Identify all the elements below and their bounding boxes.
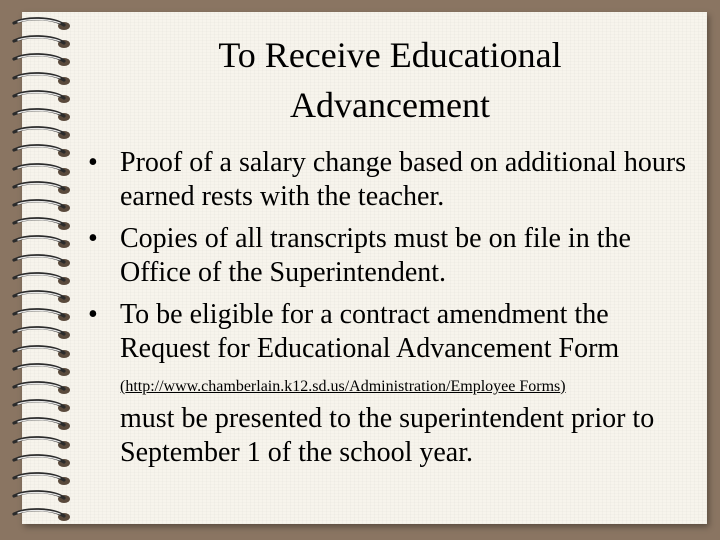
spiral-ring-icon [12,180,76,198]
spiral-ring-icon [12,416,76,434]
title-line-2: Advancement [290,85,490,125]
bullet-list [88,146,703,478]
bullet-text: Copies of all transcripts must be on file in the Office of the Superintendent. [120,223,631,288]
bullet-icon: • [88,223,98,254]
employee-forms-link[interactable]: http://www.chamberlain.k12.sd.us/Administration/Employee Forms [125,378,561,395]
spiral-ring-icon [12,216,76,234]
spiral-ring-icon [12,307,76,325]
spiral-ring-icon [12,234,76,252]
spiral-binding [0,12,80,522]
spiral-ring-icon [12,253,76,271]
spiral-ring-icon [12,52,76,70]
spiral-ring-icon [12,435,76,453]
spiral-ring-icon [12,398,76,416]
spiral-ring-icon [12,380,76,398]
link-close-paren: ) [560,378,566,395]
spiral-ring-icon [12,344,76,362]
spiral-ring-icon [12,16,76,34]
spiral-ring-icon [12,198,76,216]
employee-forms-link-line [120,376,703,398]
slide-title [80,30,700,130]
spiral-ring-icon [12,362,76,380]
spiral-ring-icon [12,271,76,289]
spiral-ring-icon [12,71,76,89]
spiral-ring-icon [12,162,76,180]
spiral-ring-icon [12,325,76,343]
link-open-paren: ( [120,378,126,395]
spiral-ring-icon [12,489,76,507]
spiral-ring-icon [12,507,76,525]
spiral-ring-icon [12,107,76,125]
spiral-ring-icon [12,471,76,489]
spiral-ring-icon [12,34,76,52]
bullet-icon: • [88,299,98,330]
spiral-ring-icon [12,289,76,307]
spiral-ring-icon [12,89,76,107]
spiral-ring-icon [12,453,76,471]
spiral-ring-icon [12,125,76,143]
title-line-1: To Receive Educational [218,35,562,75]
bullet-icon: • [88,147,98,178]
bullet-text: Proof of a salary change based on additional hours earned rests with the teacher. [120,147,687,212]
bullet-item-eligibility [88,298,703,470]
bullet-text-continued: must be presented to the superintendent prior to September 1 of the school year. [120,403,655,468]
spiral-ring-icon [12,143,76,161]
bullet-item-salary [88,146,703,214]
bullet-text: To be eligible for a contract amendment the Request for Educational Advancement Form [120,299,620,364]
bullet-item-transcripts [88,222,703,290]
